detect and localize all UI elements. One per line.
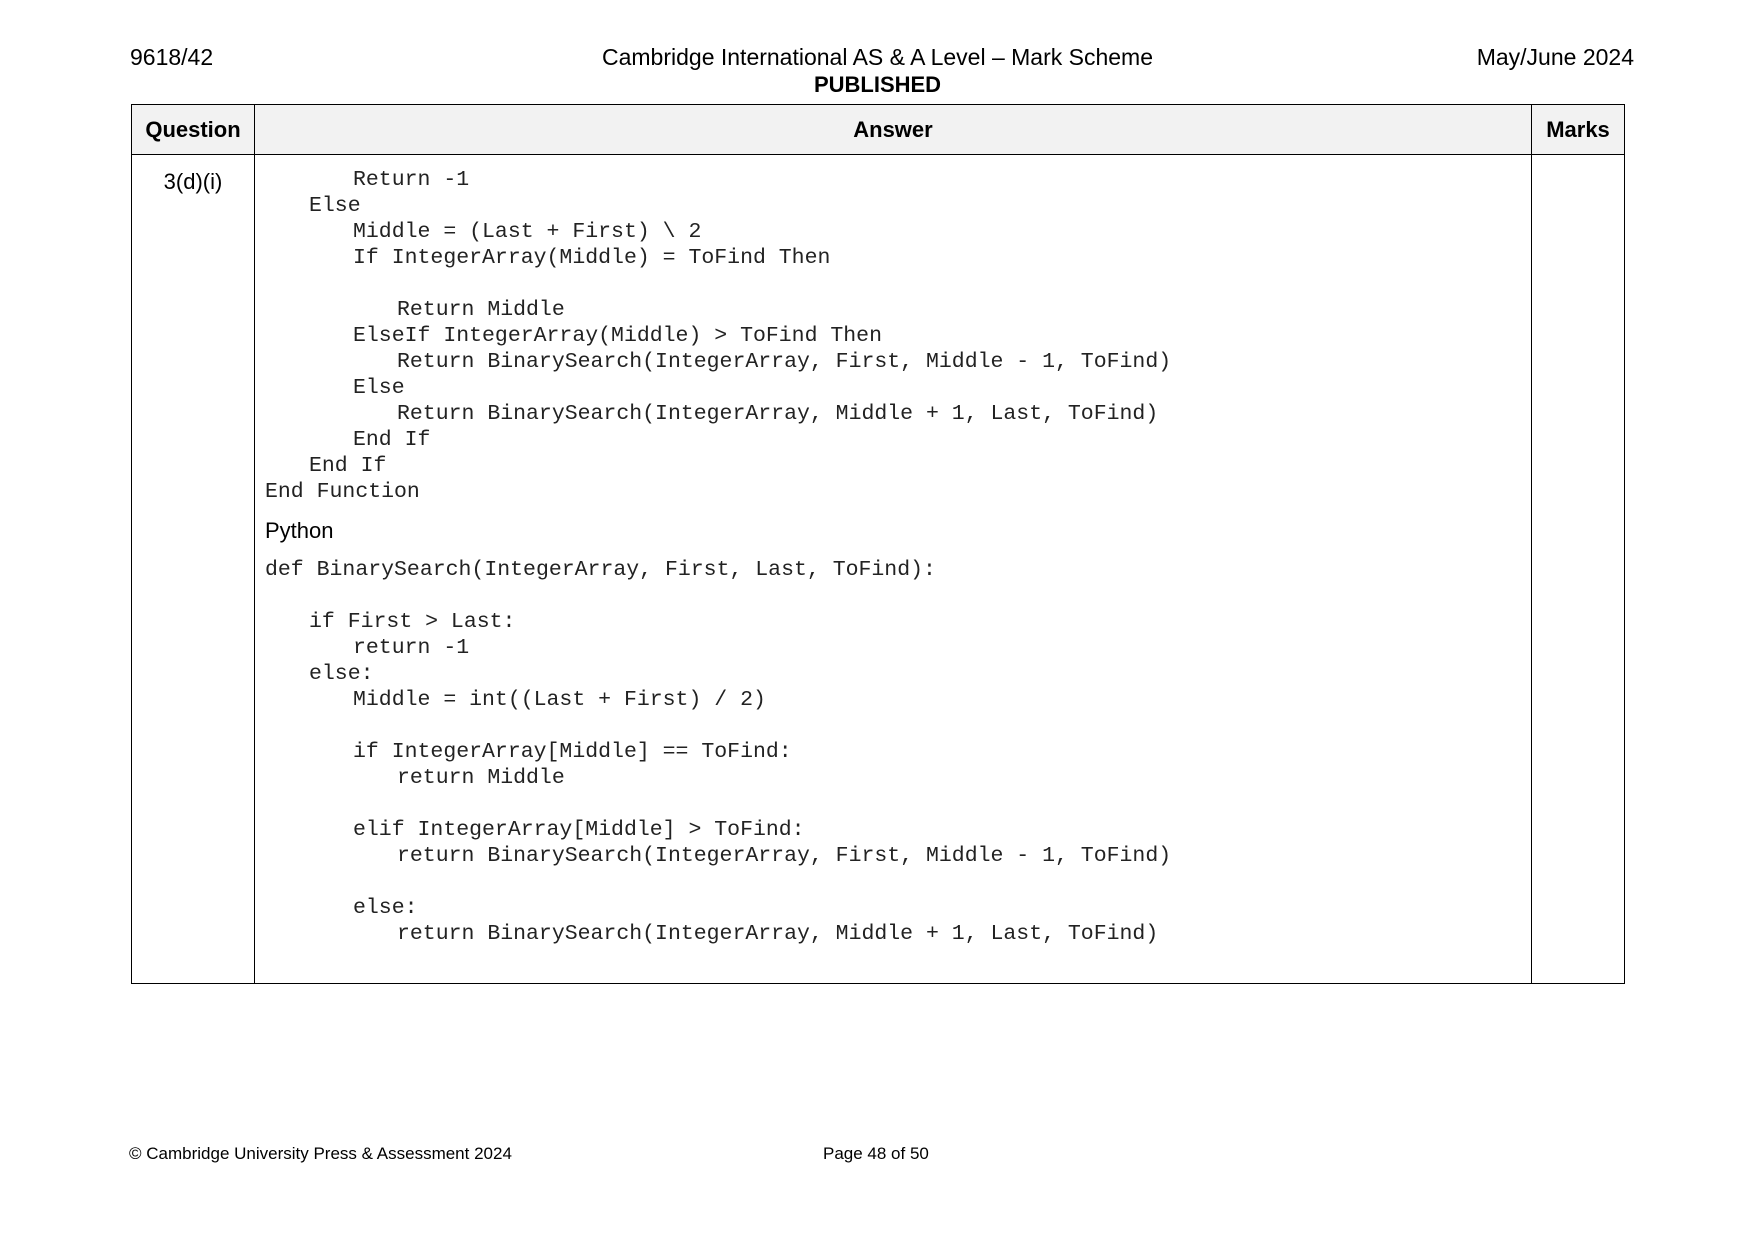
question-number: 3(d)(i): [132, 155, 255, 984]
code-line: if IntegerArray[Middle] == ToFind:: [353, 740, 792, 764]
code-line: def BinarySearch(IntegerArray, First, Last, ToFind):: [265, 558, 936, 582]
code-line: End Function: [265, 480, 420, 504]
table-row: [132, 155, 1625, 984]
code-line: return -1: [353, 636, 470, 660]
marks-column-header: Marks: [1532, 105, 1625, 155]
code-line: return Middle: [397, 766, 565, 790]
published-label: PUBLISHED: [813, 72, 942, 97]
code-line: Return -1: [353, 168, 470, 192]
page-number: Page 48 of 50: [823, 1144, 929, 1163]
document-title: Cambridge International AS & A Level – Mark Scheme: [601, 44, 1154, 70]
code-line: else:: [353, 896, 418, 920]
table-header-row: [132, 105, 1625, 155]
code-line: if First > Last:: [309, 610, 516, 634]
code-line: return BinarySearch(IntegerArray, Middle + 1, Last, ToFind): [397, 922, 1159, 946]
question-column-header: Question: [132, 105, 255, 155]
paper-code: 9618/42: [130, 44, 214, 70]
code-line: Return BinarySearch(IntegerArray, Middle + 1, Last, ToFind): [397, 402, 1159, 426]
python-code-block: [265, 557, 1521, 947]
exam-date: May/June 2024: [1476, 44, 1634, 70]
marks-cell: [1532, 155, 1625, 984]
code-line: If IntegerArray(Middle) = ToFind Then: [353, 246, 831, 270]
mark-scheme-table: [131, 104, 1625, 984]
code-line: [265, 583, 1521, 609]
code-line: else:: [309, 662, 374, 686]
code-line: [265, 791, 1521, 817]
code-line: elif IntegerArray[Middle] > ToFind:: [353, 818, 805, 842]
code-line: [265, 271, 1521, 297]
code-line: Middle = int((Last + First) / 2): [353, 688, 766, 712]
code-line: Middle = (Last + First) \ 2: [353, 220, 702, 244]
code-line: Else: [353, 376, 405, 400]
answer-cell: [255, 155, 1532, 984]
code-line: [265, 713, 1521, 739]
code-line: [265, 869, 1521, 895]
code-line: End If: [309, 454, 387, 478]
copyright-notice: © Cambridge University Press & Assessment 2024: [129, 1144, 512, 1163]
python-heading: Python: [265, 518, 334, 543]
pseudocode-block: [265, 167, 1521, 505]
code-line: Return BinarySearch(IntegerArray, First, Middle - 1, ToFind): [397, 350, 1172, 374]
code-line: Return Middle: [397, 298, 565, 322]
code-line: ElseIf IntegerArray(Middle) > ToFind Then: [353, 324, 882, 348]
code-line: Else: [309, 194, 361, 218]
answer-column-header: Answer: [255, 105, 1532, 155]
code-line: End If: [353, 428, 431, 452]
code-line: return BinarySearch(IntegerArray, First, Middle - 1, ToFind): [397, 844, 1172, 868]
